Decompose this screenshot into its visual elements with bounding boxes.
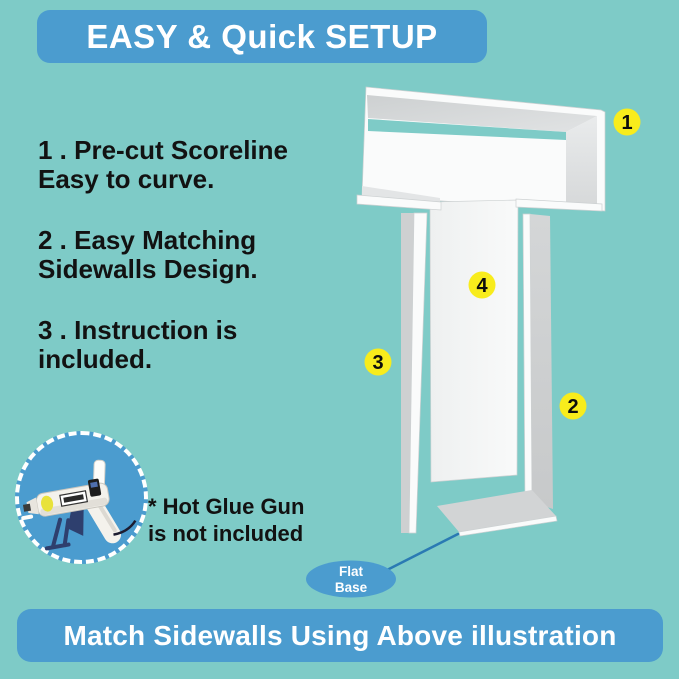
footer-banner (17, 609, 663, 662)
instruction-item-2: 2 . Easy Matching Sidewalls Design. (38, 225, 258, 284)
header-title: EASY & Quick SETUP (86, 17, 438, 55)
svg-text:1: 1 (621, 112, 633, 134)
step-badge-1 (614, 109, 641, 136)
instruction-item-1: 1 . Pre-cut Scoreline Easy to curve. (38, 135, 288, 194)
flat-base-callout-line (387, 534, 458, 570)
instruction-item-3: 3 . Instruction is included. (38, 315, 238, 374)
svg-text:2: 2 (567, 396, 579, 418)
letter-t-illustration (357, 87, 605, 536)
step-badge-2 (560, 393, 587, 420)
glue-gun-note: * Hot Glue Gun is not included (148, 494, 305, 546)
flat-base-label-line2: Base (334, 580, 368, 595)
step-badge-3 (365, 349, 392, 376)
svg-text:3: 3 (372, 352, 384, 374)
flat-base-callout (306, 534, 458, 598)
t-stem-panel (430, 200, 518, 482)
svg-text:4: 4 (476, 275, 488, 297)
flat-base-label-line1: Flat (338, 564, 364, 579)
footer-title: Match Sidewalls Using Above illustration (63, 619, 617, 651)
t-crossbar-endwall-inner (566, 116, 597, 208)
t-right-sidewall-inner (530, 214, 553, 509)
step-badge-4 (469, 272, 496, 299)
